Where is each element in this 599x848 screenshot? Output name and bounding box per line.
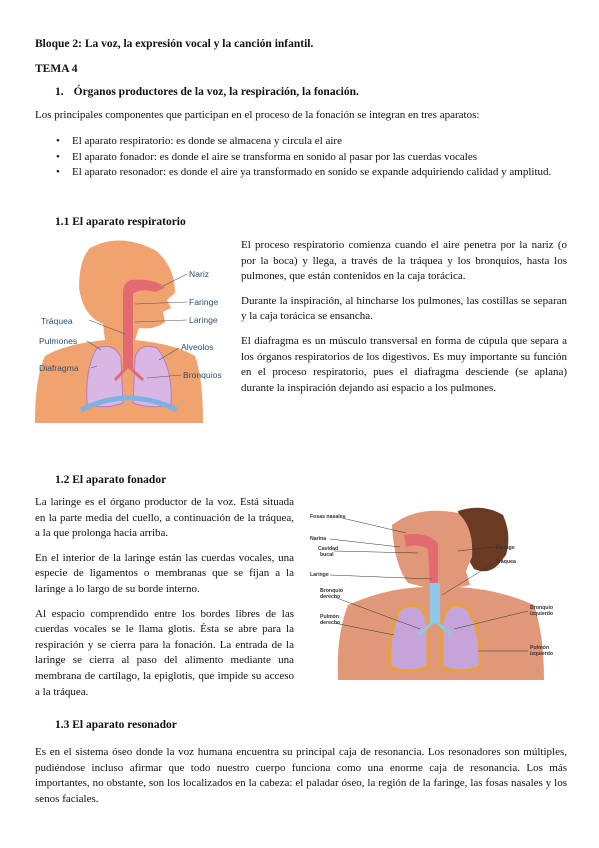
label-bronquios: Bronquios <box>183 370 222 380</box>
label-narina: Narina <box>310 536 327 542</box>
paragraph: Durante la inspiración, al hincharse los pulmones, las costillas se separan y la caja torácica se ensancha. <box>241 294 567 323</box>
section-title: Órganos productores de la voz, la respiración, la fonación. <box>73 86 359 98</box>
label-pulmon-izquierdo-2: izquierdo <box>530 651 554 657</box>
trachea-shape <box>430 583 440 623</box>
label-traquea: Tráquea <box>496 559 516 565</box>
respiratory-figure <box>35 238 232 423</box>
subsection-title-respiratorio: 1.1 El aparato respiratorio <box>55 216 186 228</box>
list-item: • El aparato resonador: es donde el aire ya transformado en sonido se expande adquiriendo calidad y amplitud. <box>35 165 567 181</box>
label-pulmon-derecho-2: derecho <box>320 620 341 626</box>
label-pulmon-izquierdo: Pulmón <box>530 645 550 651</box>
intro-text: Los principales componentes que participan en el proceso de la fonación se integran en tres aparatos: <box>35 109 480 121</box>
label-faringe: Faringe <box>189 297 219 307</box>
list-item: • El aparato respiratorio: es donde se almacena y circula el aire <box>35 134 567 150</box>
label-fosas-nasales: Fosas nasales <box>310 514 346 520</box>
label-alveolos: Alveolos <box>181 342 214 352</box>
label-bronquio-derecho-2: derecho <box>320 594 341 600</box>
label-faringe: Faringe <box>496 545 515 551</box>
label-bucal: bucal <box>320 552 334 558</box>
label-bronquio-izquierdo: Bronquio <box>530 605 554 611</box>
label-laringe: Laringe <box>189 315 218 325</box>
resonador-paragraph: Es en el sistema óseo donde la voz humana encuentra su principal caja de resonancia. Los resonadores son múltiples, pudiéndose incluso afirmar que todo nuestro cuerpo funciona como una enorme caja de resonancia. Los más importantes, no obstante, son los localizados en la cabeza: el paladar óseo, la región de la faringe, las fosas nasales y los senos faciales. <box>35 746 567 805</box>
components-list <box>35 134 567 181</box>
label-bronquio-izquierdo-2: izquierdo <box>530 611 554 617</box>
label-laringe: Laringe <box>310 572 329 578</box>
paragraph: El proceso respiratorio comienza cuando el aire penetra por la nariz (o por la boca) y llega, a través de la tráquea y los bronquios, hasta los pulmones, que están contenidos en la caja torácica. <box>241 239 567 283</box>
section-number: 1. <box>55 86 64 98</box>
paragraph: En el interior de la laringe están las cuerdas vocales, una especie de ligamentos o membranas que se fijan a la laringe a lo largo de su borde interno. <box>35 551 294 595</box>
block-title: Bloque 2: La voz, la expresión vocal y la canción infantil. <box>35 38 314 50</box>
respiratory-illustration <box>35 238 232 423</box>
label-diafragma: Diafragma <box>39 363 79 373</box>
label-nariz: Nariz <box>189 269 210 279</box>
fonador-text <box>35 495 294 700</box>
subsection-title-fonador: 1.2 El aparato fonador <box>55 474 167 486</box>
section-heading <box>55 86 359 98</box>
respiratory-text <box>241 238 567 396</box>
subsection-title-resonador: 1.3 El aparato resonador <box>55 719 177 731</box>
tema-label: TEMA 4 <box>35 63 78 75</box>
label-pulmones: Pulmones <box>39 336 78 346</box>
paragraph: Al espacio comprendido entre los bordes libres de las cuerdas vocales se le llama glotis. Ésta se abre para la respiración y se cierra para la fonación. La entrada de la laringe se cierra al paso del alimento mediante una membrana de cartílago, la epiglotis, que impide su acceso a la tráquea. <box>35 607 294 698</box>
label-pulmon-derecho: Pulmón <box>320 614 340 620</box>
paragraph: El diafragma es un músculo transversal en forma de cúpula que separa a los órganos respiratorios de los digestivos. Es muy importante su función en el proceso respiratorio, pues el diafragma desciende (se aplana) durante la inspiración dejando así espacio a los pulmones. <box>241 334 567 394</box>
label-traquea: Tráquea <box>41 316 73 326</box>
phonation-illustration <box>308 505 569 680</box>
label-bronquio-derecho: Bronquio <box>320 588 344 594</box>
label-cavidad: Cavidad <box>318 546 339 552</box>
list-item: • El aparato fonador: es donde el aire se transforma en sonido al pasar por las cuerdas vocales <box>35 150 567 166</box>
phonation-figure <box>308 505 569 680</box>
paragraph: La laringe es el órgano productor de la voz. Está situada en la parte media del cuello, a continuación de la tráquea, a la que prolonga hacia arriba. <box>35 496 294 540</box>
right-lung-shape <box>390 605 428 671</box>
